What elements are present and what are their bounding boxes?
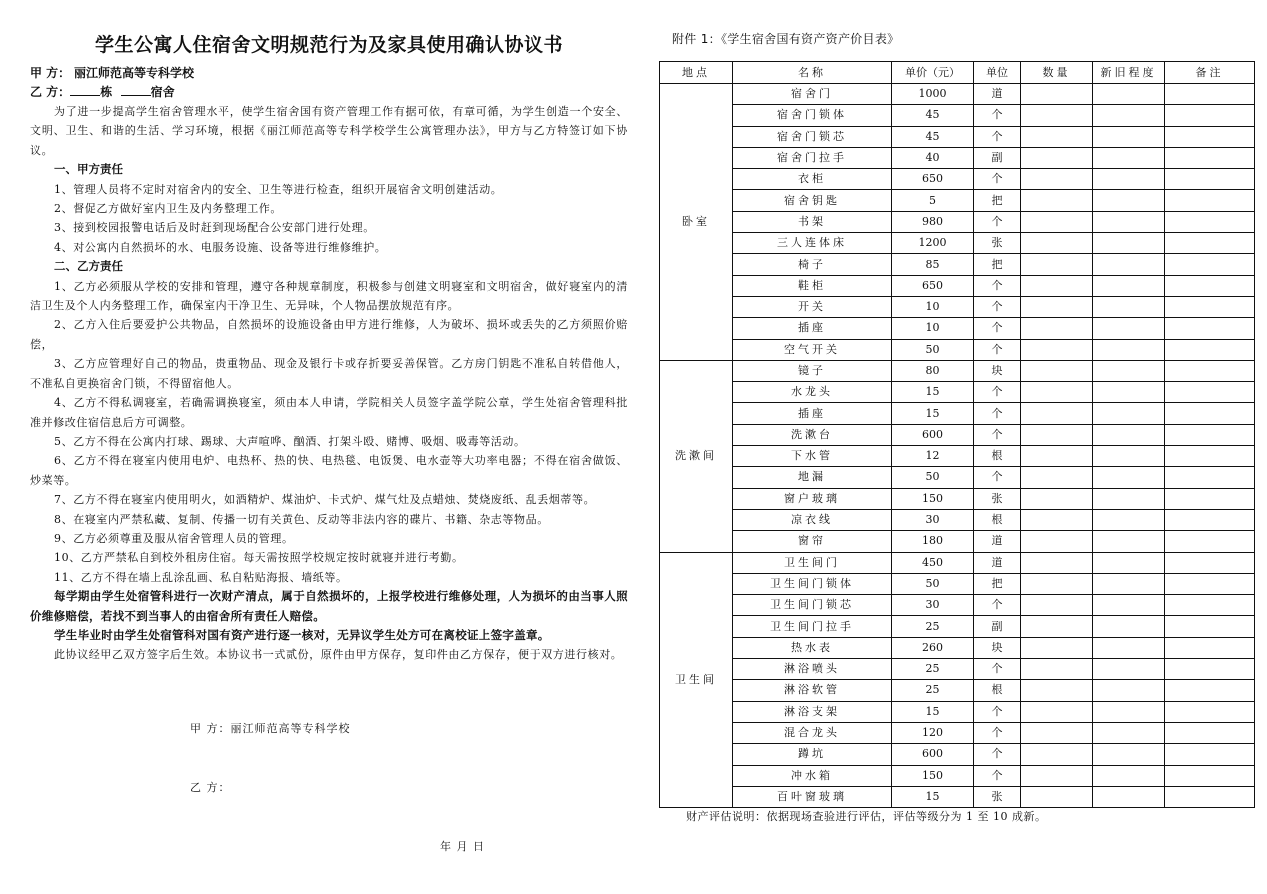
price-cell: 600 [892, 744, 974, 765]
header-condition: 新旧程度 [1093, 62, 1165, 84]
unit-cell: 个 [974, 424, 1021, 445]
name-cell: 镜子 [733, 360, 892, 381]
quantity-cell[interactable] [1021, 169, 1093, 190]
remarks-cell[interactable] [1165, 254, 1255, 275]
table-row [660, 190, 1255, 211]
table-row [660, 446, 1255, 467]
quantity-cell[interactable] [1021, 233, 1093, 254]
list-item: 3、接到校园报警电话后及时赶到现场配合公安部门进行处理。 [54, 221, 375, 235]
name-cell: 插座 [733, 403, 892, 424]
remarks-cell[interactable] [1165, 786, 1255, 807]
unit-cell: 个 [974, 701, 1021, 722]
quantity-cell[interactable] [1021, 552, 1093, 573]
name-cell: 卫生间门锁芯 [733, 595, 892, 616]
price-cell: 45 [892, 126, 974, 147]
price-cell: 45 [892, 105, 974, 126]
name-cell: 水龙头 [733, 382, 892, 403]
quantity-cell[interactable] [1021, 318, 1093, 339]
table-row [660, 339, 1255, 360]
unit-cell: 个 [974, 339, 1021, 360]
table-row [660, 254, 1255, 275]
unit-cell: 个 [974, 211, 1021, 232]
table-row [660, 701, 1255, 722]
location-cell: 卫生间 [660, 552, 733, 808]
party-b-label: 乙 方： [30, 85, 71, 99]
remarks-cell[interactable] [1165, 318, 1255, 339]
name-cell: 卫生间门拉手 [733, 616, 892, 637]
price-cell: 15 [892, 786, 974, 807]
condition-cell[interactable] [1093, 339, 1165, 360]
condition-cell[interactable] [1093, 488, 1165, 509]
name-cell: 淋浴喷头 [733, 659, 892, 680]
remarks-cell[interactable] [1165, 147, 1255, 168]
quantity-cell[interactable] [1021, 424, 1093, 445]
remarks-cell[interactable] [1165, 595, 1255, 616]
remarks-cell[interactable] [1165, 467, 1255, 488]
name-cell: 冲水箱 [733, 765, 892, 786]
remarks-cell[interactable] [1165, 126, 1255, 147]
party-b-dorm: 宿舍 [150, 85, 175, 99]
remarks-cell[interactable] [1165, 84, 1255, 105]
remarks-cell[interactable] [1165, 573, 1255, 594]
header-unit: 单位 [974, 62, 1021, 84]
unit-cell: 张 [974, 786, 1021, 807]
condition-cell[interactable] [1093, 722, 1165, 743]
table-row [660, 467, 1255, 488]
unit-cell: 副 [974, 616, 1021, 637]
price-cell: 85 [892, 254, 974, 275]
price-cell: 5 [892, 190, 974, 211]
table-row [660, 637, 1255, 658]
bold-paragraph-inventory: 每学期由学生处宿管科进行一次财产清点，属于自然损坏的，上报学校进行维修处理，人为损坏的由当事人照价维修赔偿，若找不到当事人的由宿舍所有责任人赔偿。 [30, 589, 628, 623]
list-item: 8、在寝室内严禁私藏、复制、传播一切有关黄色、反动等非法内容的碟片、书籍、杂志等物品。 [54, 512, 549, 526]
quantity-cell[interactable] [1021, 254, 1093, 275]
table-row [660, 105, 1255, 126]
table-row [660, 744, 1255, 765]
unit-cell: 道 [974, 531, 1021, 552]
party-a [30, 64, 628, 83]
quantity-cell[interactable] [1021, 765, 1093, 786]
remarks-cell[interactable] [1165, 339, 1255, 360]
signature-date[interactable]: 年 月 日 [440, 840, 485, 853]
condition-cell[interactable] [1093, 531, 1165, 552]
unit-cell: 根 [974, 509, 1021, 530]
section-a-title: 一、甲方责任 [54, 162, 123, 177]
remarks-cell[interactable] [1165, 382, 1255, 403]
price-cell: 80 [892, 360, 974, 381]
quantity-cell[interactable] [1021, 446, 1093, 467]
quantity-cell[interactable] [1021, 701, 1093, 722]
list-item: 3、乙方应管理好自己的物品，贵重物品、现金及银行卡或存折要妥善保管。乙方房门钥匙不准私自转借他人，不准私自更换宿舍门锁，不得留宿他人。 [30, 357, 628, 390]
table-row [660, 318, 1255, 339]
price-cell: 450 [892, 552, 974, 573]
location-cell: 洗漱间 [660, 360, 733, 552]
party-b-building: 栋 [100, 85, 113, 99]
table-row [660, 126, 1255, 147]
header-remarks: 备注 [1165, 62, 1255, 84]
list-item: 4、乙方不得私调寝室，若确需调换寝室，须由本人申请，学院相关人员签字盖学院公章，学生处宿舍管理科批准并修改住宿信息后方可调整。 [30, 396, 628, 429]
bold-paragraph-graduation: 学生毕业时由学生处宿管科对国有资产进行逐一核对，无异议学生处方可在离校证上签字盖章。 [54, 627, 550, 642]
condition-cell[interactable] [1093, 552, 1165, 573]
remarks-cell[interactable] [1165, 765, 1255, 786]
table-row [660, 531, 1255, 552]
name-cell: 淋浴支架 [733, 701, 892, 722]
remarks-cell[interactable] [1165, 211, 1255, 232]
condition-cell[interactable] [1093, 275, 1165, 296]
list-item: 7、乙方不得在寝室内使用明火，如酒精炉、煤油炉、卡式炉、煤气灶及点蜡烛、焚烧废纸、乱丢烟蒂等。 [54, 493, 596, 507]
price-cell: 25 [892, 659, 974, 680]
unit-cell: 根 [974, 680, 1021, 701]
price-cell: 15 [892, 701, 974, 722]
name-cell: 窗帘 [733, 531, 892, 552]
list-item: 6、乙方不得在寝室内使用电炉、电热杯、热的快、电热毯、电饭煲、电水壶等大功率电器；不得在宿舍做饭、炒菜等。 [30, 454, 628, 487]
price-cell: 40 [892, 147, 974, 168]
quantity-cell[interactable] [1021, 531, 1093, 552]
table-row [660, 765, 1255, 786]
remarks-cell[interactable] [1165, 446, 1255, 467]
price-cell: 50 [892, 339, 974, 360]
table-row [660, 595, 1255, 616]
price-cell: 650 [892, 275, 974, 296]
unit-cell: 个 [974, 318, 1021, 339]
price-cell: 50 [892, 573, 974, 594]
price-cell: 150 [892, 765, 974, 786]
condition-cell[interactable] [1093, 169, 1165, 190]
section-b-list [30, 277, 628, 588]
name-cell: 宿舍门拉手 [733, 147, 892, 168]
unit-cell: 个 [974, 595, 1021, 616]
remarks-cell[interactable] [1165, 616, 1255, 637]
unit-cell: 张 [974, 233, 1021, 254]
quantity-cell[interactable] [1021, 637, 1093, 658]
unit-cell: 个 [974, 403, 1021, 424]
header-location: 地点 [660, 62, 733, 84]
table-row [660, 659, 1255, 680]
name-cell: 书架 [733, 211, 892, 232]
name-cell: 洗漱台 [733, 424, 892, 445]
table-row [660, 680, 1255, 701]
unit-cell: 副 [974, 147, 1021, 168]
condition-cell[interactable] [1093, 360, 1165, 381]
name-cell: 宿舍门锁芯 [733, 126, 892, 147]
name-cell: 混合龙头 [733, 722, 892, 743]
table-row [660, 722, 1255, 743]
condition-cell[interactable] [1093, 211, 1165, 232]
remarks-cell[interactable] [1165, 637, 1255, 658]
quantity-cell[interactable] [1021, 680, 1093, 701]
price-cell: 180 [892, 531, 974, 552]
name-cell: 宿舍门 [733, 84, 892, 105]
name-cell: 宿舍钥匙 [733, 190, 892, 211]
remarks-cell[interactable] [1165, 105, 1255, 126]
table-row [660, 616, 1255, 637]
price-cell: 15 [892, 382, 974, 403]
table-row [660, 488, 1255, 509]
price-cell: 25 [892, 616, 974, 637]
quantity-cell[interactable] [1021, 275, 1093, 296]
party-b [30, 83, 628, 102]
price-cell: 10 [892, 296, 974, 317]
price-cell: 30 [892, 595, 974, 616]
unit-cell: 道 [974, 552, 1021, 573]
table-row [660, 573, 1255, 594]
name-cell: 百叶窗玻璃 [733, 786, 892, 807]
unit-cell: 把 [974, 254, 1021, 275]
agreement-title: 学生公寓人住宿舍文明规范行为及家具使用确认协议书 [94, 34, 563, 56]
unit-cell: 把 [974, 573, 1021, 594]
condition-cell[interactable] [1093, 233, 1165, 254]
condition-cell[interactable] [1093, 382, 1165, 403]
quantity-cell[interactable] [1021, 360, 1093, 381]
remarks-cell[interactable] [1165, 509, 1255, 530]
quantity-cell[interactable] [1021, 467, 1093, 488]
unit-cell: 个 [974, 744, 1021, 765]
price-cell: 150 [892, 488, 974, 509]
name-cell: 窗户玻璃 [733, 488, 892, 509]
remarks-cell[interactable] [1165, 275, 1255, 296]
assessment-note: 财产评估说明：依据现场查验进行评估，评估等级分为 1 至 10 成新。 [686, 810, 1047, 823]
name-cell: 地漏 [733, 467, 892, 488]
name-cell: 三人连体床 [733, 233, 892, 254]
condition-cell[interactable] [1093, 147, 1165, 168]
unit-cell: 个 [974, 722, 1021, 743]
agreement [30, 32, 628, 665]
quantity-cell[interactable] [1021, 488, 1093, 509]
unit-cell: 块 [974, 360, 1021, 381]
name-cell: 宿舍门锁体 [733, 105, 892, 126]
quantity-cell[interactable] [1021, 190, 1093, 211]
name-cell: 鞋柜 [733, 275, 892, 296]
remarks-cell[interactable] [1165, 744, 1255, 765]
table-row [660, 424, 1255, 445]
remarks-cell[interactable] [1165, 403, 1255, 424]
list-item: 2、乙方入住后要爱护公共物品，自然损坏的设施设备由甲方进行维修，人为破坏、损坏或丢失的乙方须照价赔偿， [30, 318, 628, 351]
condition-cell[interactable] [1093, 744, 1165, 765]
list-item: 9、乙方必须尊重及服从宿舍管理人员的管理。 [54, 531, 294, 545]
condition-cell[interactable] [1093, 424, 1165, 445]
condition-cell[interactable] [1093, 701, 1165, 722]
condition-cell[interactable] [1093, 105, 1165, 126]
condition-cell[interactable] [1093, 467, 1165, 488]
unit-cell: 个 [974, 765, 1021, 786]
table-row [660, 169, 1255, 190]
remarks-cell[interactable] [1165, 552, 1255, 573]
remarks-cell[interactable] [1165, 233, 1255, 254]
quantity-cell[interactable] [1021, 403, 1093, 424]
quantity-cell[interactable] [1021, 211, 1093, 232]
table-row [660, 147, 1255, 168]
quantity-cell[interactable] [1021, 573, 1093, 594]
table-row [660, 233, 1255, 254]
price-cell: 260 [892, 637, 974, 658]
name-cell: 热水表 [733, 637, 892, 658]
quantity-cell[interactable] [1021, 744, 1093, 765]
remarks-cell[interactable] [1165, 680, 1255, 701]
attachment-title: 附件 1：《学生宿舍国有资产资产价目表》 [672, 32, 900, 46]
name-cell: 空气开关 [733, 339, 892, 360]
name-cell: 椅子 [733, 254, 892, 275]
building-blank[interactable] [70, 84, 100, 96]
condition-cell[interactable] [1093, 573, 1165, 594]
signature-party-a: 甲 方：丽江师范高等专科学校 [190, 722, 351, 735]
header-name: 名称 [733, 62, 892, 84]
remarks-cell[interactable] [1165, 360, 1255, 381]
quantity-cell[interactable] [1021, 659, 1093, 680]
condition-cell[interactable] [1093, 786, 1165, 807]
condition-cell[interactable] [1093, 403, 1165, 424]
quantity-cell[interactable] [1021, 382, 1093, 403]
condition-cell[interactable] [1093, 126, 1165, 147]
condition-cell[interactable] [1093, 595, 1165, 616]
table-row [660, 275, 1255, 296]
section-a-list [30, 180, 628, 258]
list-item: 1、管理人员将不定时对宿舍内的安全、卫生等进行检查，组织开展宿舍文明创建活动。 [54, 182, 503, 196]
unit-cell: 根 [974, 446, 1021, 467]
list-item: 2、督促乙方做好室内卫生及内务整理工作。 [54, 202, 282, 216]
unit-cell: 个 [974, 296, 1021, 317]
remarks-cell[interactable] [1165, 531, 1255, 552]
remarks-cell[interactable] [1165, 296, 1255, 317]
condition-cell[interactable] [1093, 637, 1165, 658]
table-row [660, 84, 1255, 105]
list-item: 4、对公寓内自然损坏的水、电服务设施、设备等进行维修维护。 [54, 240, 387, 254]
list-item: 11、乙方不得在墙上乱涂乱画、私自粘贴海报、墙纸等。 [54, 570, 348, 584]
location-cell: 卧室 [660, 84, 733, 361]
quantity-cell[interactable] [1021, 339, 1093, 360]
table-row [660, 296, 1255, 317]
unit-cell: 个 [974, 382, 1021, 403]
quantity-cell[interactable] [1021, 84, 1093, 105]
remarks-cell[interactable] [1165, 659, 1255, 680]
unit-cell: 个 [974, 467, 1021, 488]
condition-cell[interactable] [1093, 616, 1165, 637]
price-cell: 50 [892, 467, 974, 488]
price-cell: 1200 [892, 233, 974, 254]
condition-cell[interactable] [1093, 446, 1165, 467]
remarks-cell[interactable] [1165, 701, 1255, 722]
unit-cell: 个 [974, 659, 1021, 680]
price-cell: 15 [892, 403, 974, 424]
quantity-cell[interactable] [1021, 147, 1093, 168]
condition-cell[interactable] [1093, 296, 1165, 317]
table-row [660, 211, 1255, 232]
name-cell: 蹲坑 [733, 744, 892, 765]
name-cell: 卫生间门 [733, 552, 892, 573]
header-quantity: 数量 [1021, 62, 1093, 84]
dorm-blank[interactable] [121, 84, 151, 96]
remarks-cell[interactable] [1165, 190, 1255, 211]
condition-cell[interactable] [1093, 509, 1165, 530]
name-cell: 衣柜 [733, 169, 892, 190]
name-cell: 开关 [733, 296, 892, 317]
price-cell: 25 [892, 680, 974, 701]
list-item: 10、乙方严禁私自到校外租房住宿。每天需按照学校规定按时就寝并进行考勤。 [54, 551, 464, 565]
unit-cell: 个 [974, 126, 1021, 147]
table-row [660, 403, 1255, 424]
section-b-title: 二、乙方责任 [54, 259, 123, 274]
name-cell: 下水管 [733, 446, 892, 467]
table-header-row [660, 62, 1255, 84]
quantity-cell[interactable] [1021, 722, 1093, 743]
table-row [660, 552, 1255, 573]
unit-cell: 块 [974, 637, 1021, 658]
party-a-value: 丽江师范高等专科学校 [74, 66, 195, 80]
price-cell: 10 [892, 318, 974, 339]
quantity-cell[interactable] [1021, 616, 1093, 637]
remarks-cell[interactable] [1165, 488, 1255, 509]
list-item: 1、乙方必须服从学校的安排和管理，遵守各种规章制度，积极参与创建文明寝室和文明宿舍，做好寝室内的清洁卫生及个人内务整理工作，确保室内干净卫生、无异味，个人物品摆放规范有序。 [30, 279, 628, 313]
condition-cell[interactable] [1093, 318, 1165, 339]
condition-cell[interactable] [1093, 680, 1165, 701]
quantity-cell[interactable] [1021, 509, 1093, 530]
unit-cell: 个 [974, 105, 1021, 126]
unit-cell: 个 [974, 169, 1021, 190]
intro-paragraph: 为了进一步提高学生宿舍管理水平，使学生宿舍国有资产管理工作有据可依，有章可循，为学生创造一个安全、文明、卫生、和谐的生活、学习环境，根据《丽江师范高等专科学校学生公寓管理办法》，甲方与乙方特签订如下协议。 [30, 105, 628, 157]
condition-cell[interactable] [1093, 84, 1165, 105]
condition-cell[interactable] [1093, 765, 1165, 786]
unit-cell: 张 [974, 488, 1021, 509]
table-row [660, 509, 1255, 530]
name-cell: 卫生间门锁体 [733, 573, 892, 594]
unit-cell: 个 [974, 275, 1021, 296]
list-item: 5、乙方不得在公寓内打球、踢球、大声喧哗、酗酒、打架斗殴、赌博、吸烟、吸毒等活动。 [54, 434, 526, 448]
header-price: 单价（元） [892, 62, 974, 84]
price-cell: 980 [892, 211, 974, 232]
closing-paragraph: 此协议经甲乙双方签字后生效。本协议书一式贰份，原件由甲方保存，复印件由乙方保存，便于双方进行核对。 [54, 648, 623, 662]
unit-cell: 道 [974, 84, 1021, 105]
asset-price-table [659, 61, 1255, 808]
name-cell: 淋浴软管 [733, 680, 892, 701]
remarks-cell[interactable] [1165, 169, 1255, 190]
price-cell: 12 [892, 446, 974, 467]
remarks-cell[interactable] [1165, 722, 1255, 743]
party-a-label: 甲 方： [30, 66, 71, 80]
quantity-cell[interactable] [1021, 786, 1093, 807]
remarks-cell[interactable] [1165, 424, 1255, 445]
table-row [660, 382, 1255, 403]
table-row [660, 786, 1255, 807]
condition-cell[interactable] [1093, 254, 1165, 275]
price-cell: 650 [892, 169, 974, 190]
unit-cell: 把 [974, 190, 1021, 211]
table-row [660, 360, 1255, 381]
quantity-cell[interactable] [1021, 595, 1093, 616]
price-cell: 120 [892, 722, 974, 743]
name-cell: 插座 [733, 318, 892, 339]
signature-party-b[interactable]: 乙 方： [190, 781, 231, 794]
price-cell: 1000 [892, 84, 974, 105]
price-cell: 600 [892, 424, 974, 445]
name-cell: 凉衣线 [733, 509, 892, 530]
condition-cell[interactable] [1093, 190, 1165, 211]
quantity-cell[interactable] [1021, 105, 1093, 126]
quantity-cell[interactable] [1021, 296, 1093, 317]
quantity-cell[interactable] [1021, 126, 1093, 147]
price-cell: 30 [892, 509, 974, 530]
condition-cell[interactable] [1093, 659, 1165, 680]
